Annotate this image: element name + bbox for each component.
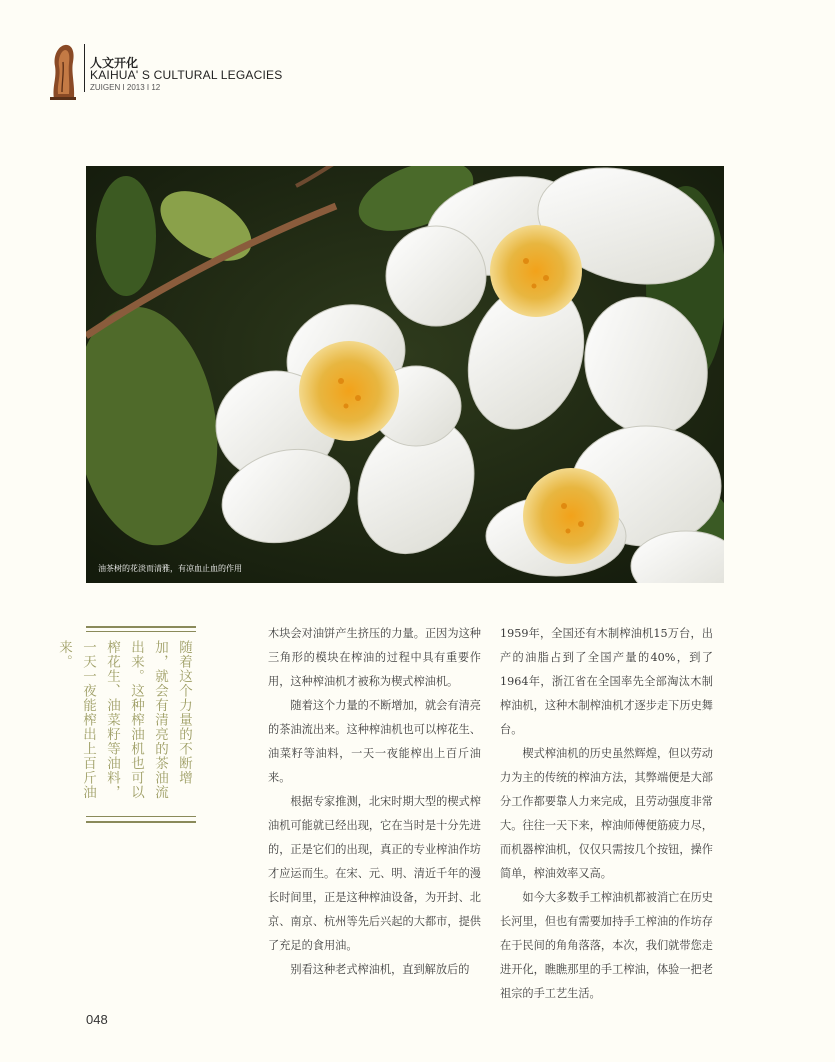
issue-label: ZUIGEN I 2013 I 12 [90,83,161,92]
carved-root-sculpture-icon [48,42,78,100]
section-subtitle: KAIHUA' S CULTURAL LEGACIES [90,68,283,82]
pull-quote-rule-top-thin [86,631,196,632]
article-column-2 [500,622,713,1006]
section-title: 人文开化 [90,56,139,70]
article-paragraph: 如今大多数手工榨油机都被消亡在历史长河里，但也有需要加持手工榨油的作坊存在于民间的角角落落，本次，我们就带您走进开化，瞧瞧那里的手工榨油，体验一把老祖宗的手工艺生活。 [500,891,713,1000]
pull-quote [56,626,196,824]
article-paragraph: 别看这种老式榨油机，直到解放后的 [290,963,470,976]
page-number: 048 [86,1012,108,1027]
pull-quote-rule-top [86,626,196,628]
article-paragraph: 随着这个力量的不断增加，就会有清亮的茶油流出来。这种榨油机也可以榨花生、油菜籽等油料，一天一夜能榨出上百斤油来。 [268,699,481,784]
article-column-1 [268,622,481,982]
photo-illustration [86,166,724,583]
article-paragraph: 楔式榨油机的历史虽然辉煌，但以劳动力为主的传统的榨油方法，其弊端便是大部分工作都要靠人力来完成，且劳动强度非常大。往往一天下来，榨油师傅便筋疲力尽，而机器榨油机，仅仅只需按几个按钮，操作简单，榨油效率又高。 [500,747,713,880]
photo-caption: 油茶树的花淡而清雅，有凉血止血的作用 [98,564,242,573]
camellia-flower-photo [86,166,724,583]
pull-quote-rule-bottom-thin [86,816,196,817]
article-paragraph: 1959年，全国还有木制榨油机15万台，出产的油脂占到了全国产量的40%，到了1964年，浙江省在全国率先全部淘汰木制榨油机，这种木制榨油机才逐步走下历史舞台。 [500,627,713,736]
pull-quote-rule-bottom [86,821,196,823]
article-paragraph: 木块会对油饼产生挤压的力量。正因为这种三角形的模块在榨油的过程中具有重要作用，这种榨油机才被称为楔式榨油机。 [268,627,481,688]
header-divider [84,44,85,92]
article-paragraph: 根据专家推测，北宋时期大型的楔式榨油机可能就已经出现，它在当时是十分先进的，正是它们的出现，真正的专业榨油作坊才应运而生。在宋、元、明、清近千年的漫长时间里，正是这种榨油设备，为开封、北京、南京、杭州等先后兴起的大都市，提供了充足的食用油。 [268,795,481,952]
pull-quote-text: 随着这个力量的不断增加，就会有清亮的茶油流出来。这种榨油机也可以榨花生、油菜籽等油料，一天一夜能榨出上百斤油来。 [56,640,192,800]
